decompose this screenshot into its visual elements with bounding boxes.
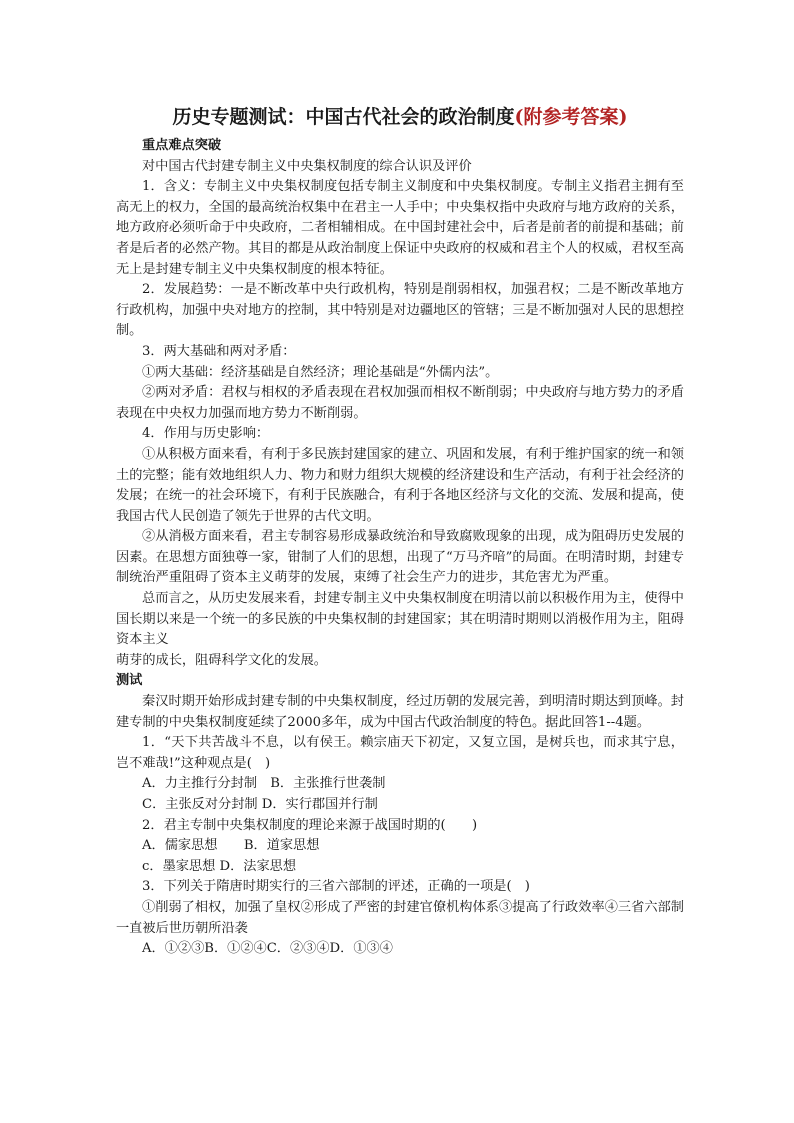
question-1-options-ab: A．力主推行分封制 B．主张推行世袭制 (142, 776, 386, 792)
paragraph: 对中国古代封建专制主义中央集权制度的综合认识及评价 (142, 158, 472, 174)
question-intro: 秦汉时期开始形成封建专制的中央集权制度，经过历朝的发展完善，到明清时期达到顶峰。封建专制的中央集权制度延续了2000多年，成为中国古代政治制度的特色。据此回答1--4题。 (116, 694, 684, 730)
document-title (116, 104, 684, 130)
question-1-options-cd: C．主张反对分封制 D．实行郡国并行制 (142, 797, 378, 812)
paragraph: ①两大基础：经济基础是自然经济；理论基础是“外儒内法”。 (142, 364, 499, 380)
document-page (116, 100, 684, 960)
paragraph-continuation: 萌芽的成长，阻碍科学文化的发展。 (116, 652, 327, 668)
paragraph: 4．作用与历史影响： (142, 426, 270, 442)
paragraph: 2．发展趋势：一是不断改革中央行政机构，特别是削弱相权，加强君权；二是不断改革地方行政机构，加强中央对地方的控制，其中特别是对边疆地区的管辖；三是不断加强对人民的思想控制。 (116, 282, 684, 339)
paragraph: 总而言之，从历史发展来看，封建专制主义中央集权制度在明清以前以积极作用为主，使得中国长期以来是一个统一的多民族的中央集权制的封建国家；其在明清时期则以消极作用为主，阻碍资本主义 (116, 591, 684, 648)
title-main: 历史专题测试：中国古代社会的政治制度 (172, 106, 515, 128)
paragraph: 1．含义：专制主义中央集权制度包括专制主义制度和中央集权制度。专制主义指君主拥有至高无上的权力，全国的最高统治权集中在君主一人手中；中央集权指中央政府与地方政府的关系，地方政府必须听命于中央政府，二者相辅相成。在中国封建社会中，后者是前者的前提和基础；前者是后者的必然产物。其目的都是从政治制度上保证中央政府的权威和君主个人的权威，君权至高无上是封建专制主义中央集权制度的根本特征。 (116, 179, 684, 277)
title-suffix: (附参考答案) (514, 106, 628, 128)
paragraph: ②两对矛盾：君权与相权的矛盾表现在君权加强而相权不断削弱；中央政府与地方势力的矛盾表现在中央权力加强而地方势力不断削弱。 (116, 385, 684, 421)
question-2-options-ab: A．儒家思想 B．道家思想 (142, 838, 320, 854)
question-3-options: A．①②③B．①②④C．②③④D．①③④ (142, 941, 393, 957)
section-heading-test: 测试 (116, 673, 143, 689)
question-2-options-cd: c．墨家思想 D．法家思想 (142, 858, 297, 874)
question-1: 1．“天下共苦战斗不息，以有侯王。赖宗庙天下初定，又复立国，是树兵也，而求其宁息，岂不难哉!”这种观点是( ) (116, 735, 684, 771)
paragraph: ②从消极方面来看，君主专制容易形成暴政统治和导致腐败现象的出现，成为阻碍历史发展的因素。在思想方面独尊一家，钳制了人们的思想，出现了“万马齐喑”的局面。在明清时期，封建专制统治严重阻碍了资本主义萌芽的发展，束缚了社会生产力的进步，其危害尤为严重。 (116, 529, 684, 586)
paragraph: ①从积极方面来看，有利于多民族封建国家的建立、巩固和发展，有利于维护国家的统一和领土的完整；能有效地组织人力、物力和财力组织大规模的经济建设和生产活动，有利于社会经济的发展；在统一的社会环境下，有利于民族融合，有利于各地区经济与文化的交流、发展和提高，使我国古代人民创造了领先于世界的古代文明。 (116, 446, 684, 524)
question-3: 3．下列关于隋唐时期实行的三省六部制的评述，正确的一项是( ) (142, 879, 530, 895)
question-2: 2．君主专制中央集权制度的理论来源于战国时期的( ) (142, 817, 478, 833)
section-heading-key-points: 重点难点突破 (142, 138, 222, 153)
question-3-statements: ①削弱了相权，加强了皇权②形成了严密的封建官僚机构体系③提高了行政效率④三省六部制一直被后世历朝所沿袭 (116, 899, 684, 936)
paragraph: 3．两大基础和两对矛盾： (142, 343, 296, 359)
